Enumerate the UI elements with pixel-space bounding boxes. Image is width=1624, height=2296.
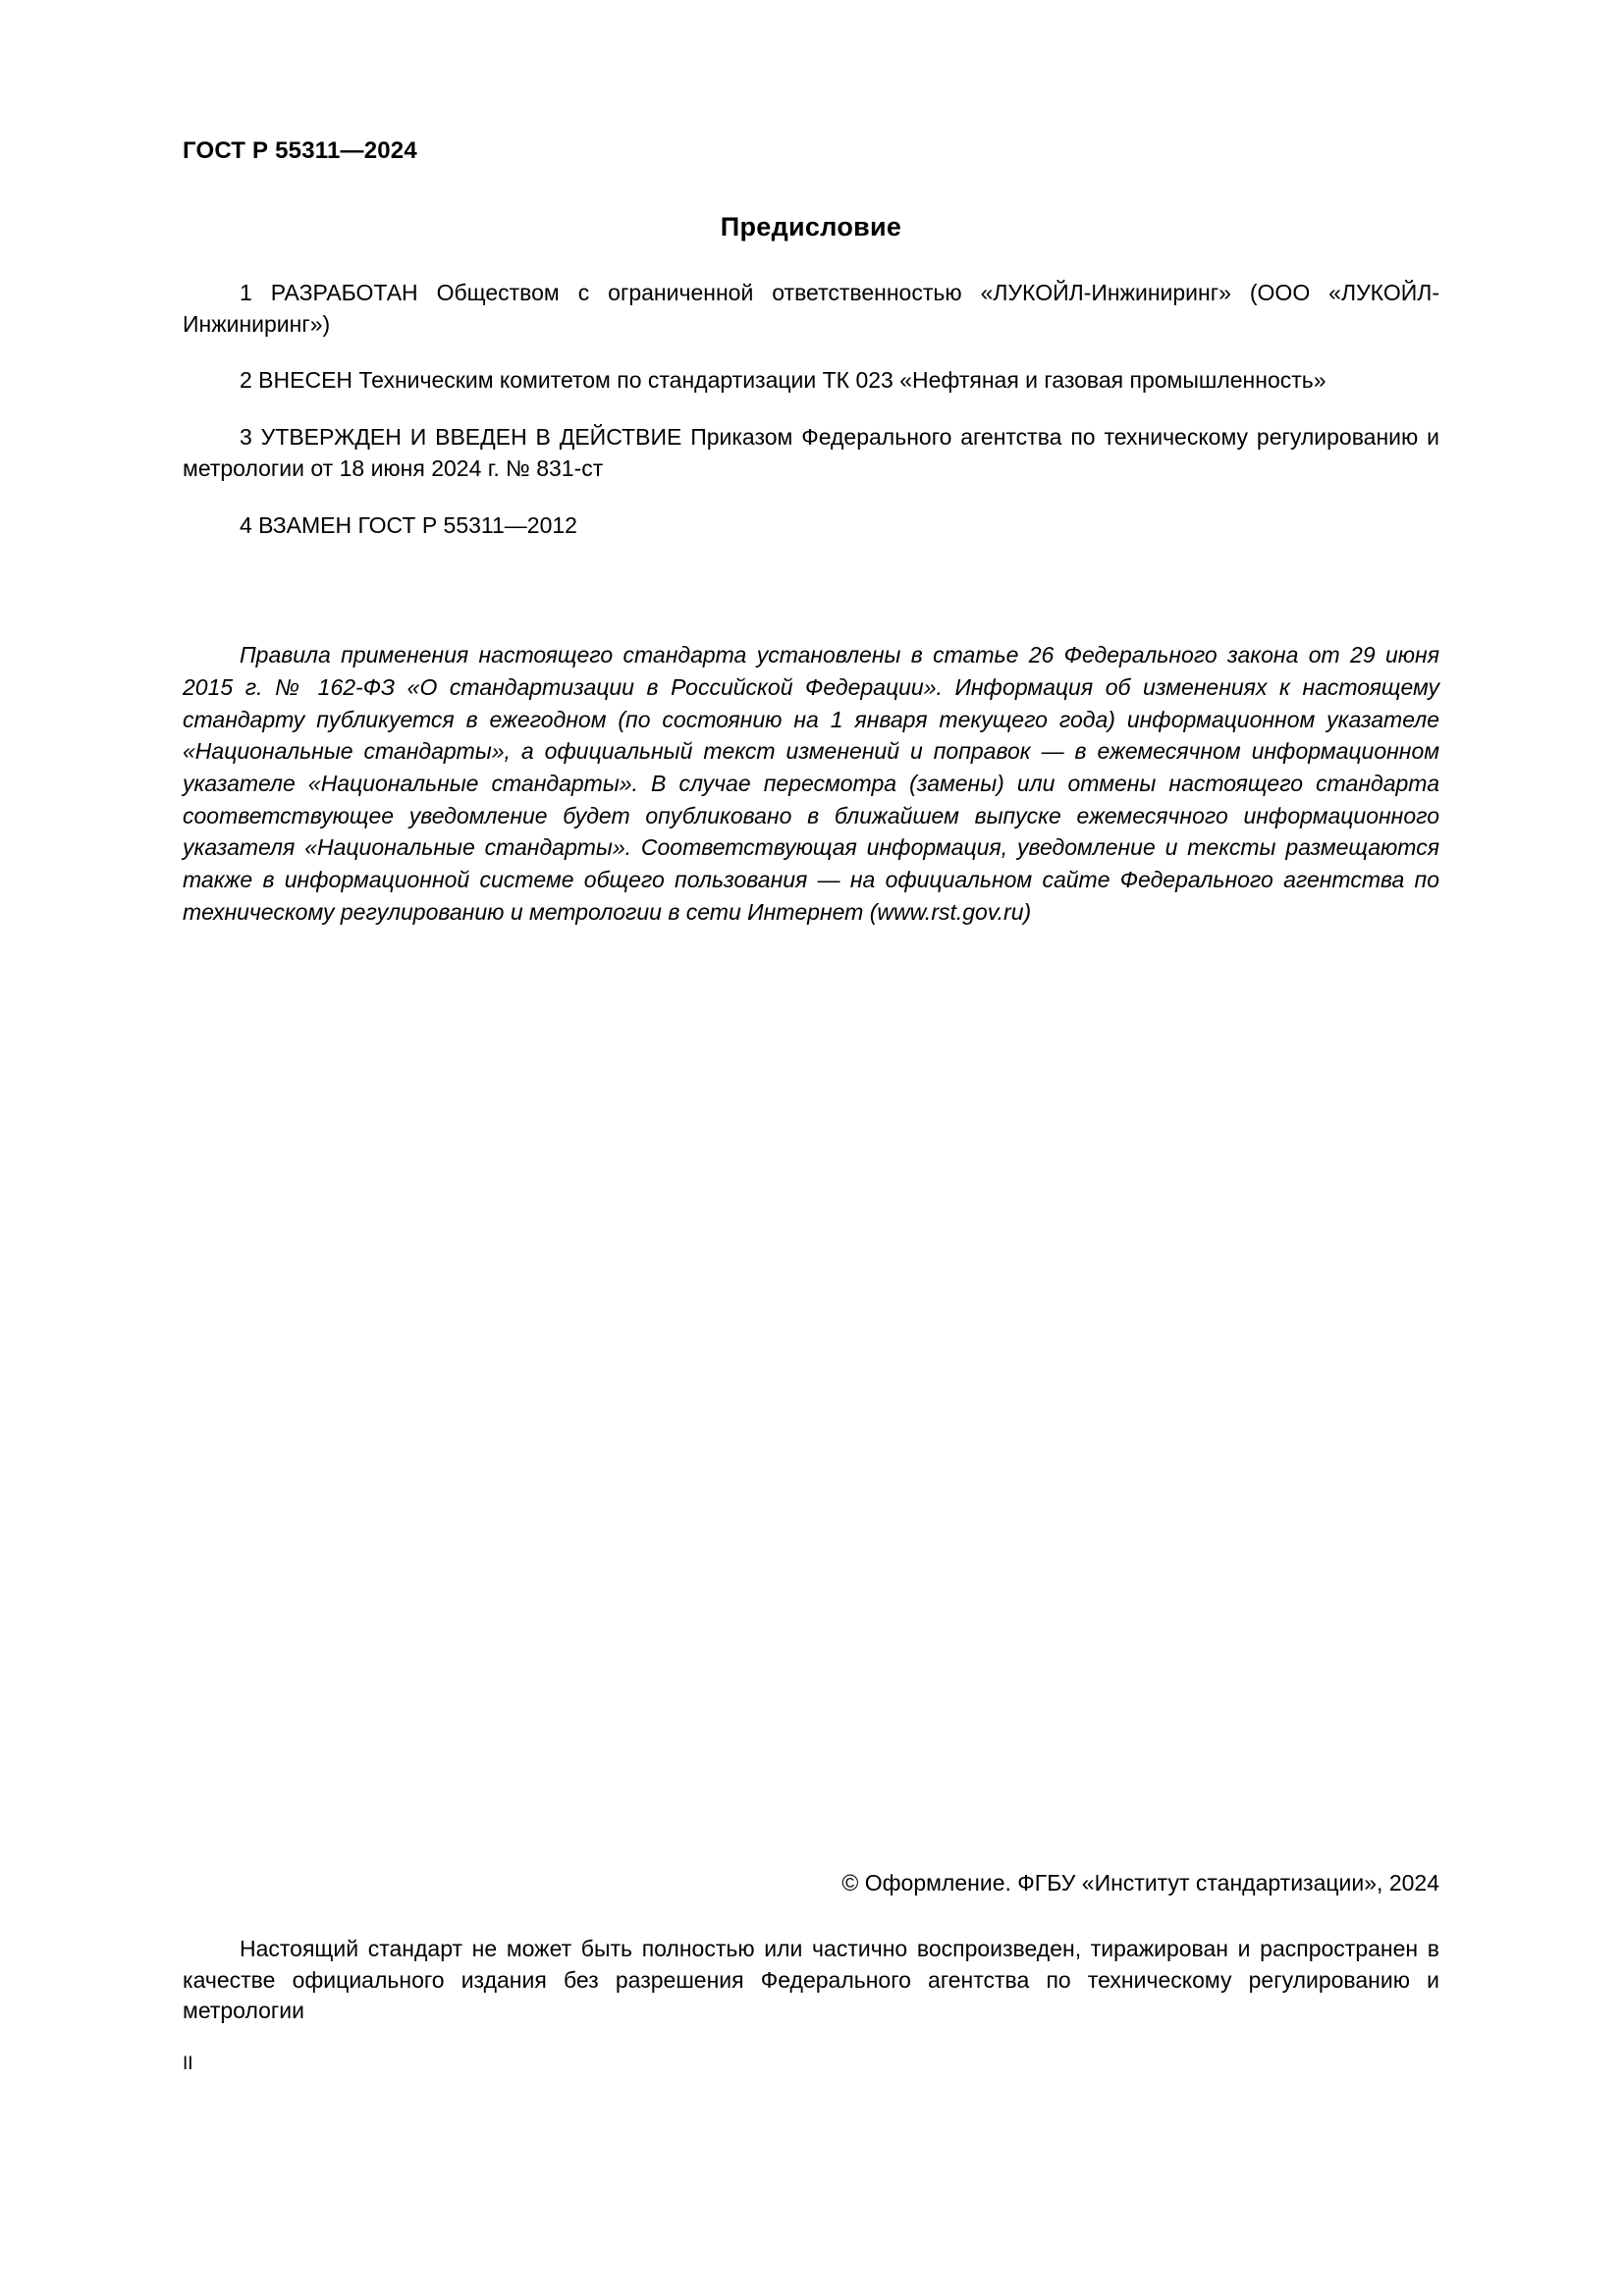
clause-item: 3 УТВЕРЖДЕН И ВВЕДЕН В ДЕЙСТВИЕ Приказом Федерального агентства по техническому регулированию и метрологии от 18 июня 2024 г. № 831-ст — [183, 424, 1439, 481]
page-title: Предисловие — [720, 212, 902, 241]
reproduction-notice: Настоящий стандарт не может быть полностью или частично воспроизведен, тиражирован и распространен в качестве официального издания без разрешения Федерального агентства по техническому регулированию и метрологии — [183, 1936, 1439, 2024]
page-number: II — [183, 2054, 193, 2074]
application-rules-note: Правила применения настоящего стандарта установлены в статье 26 Федерального закона от 29 июня 2015 г. № 162-ФЗ «О стандартизации в Российской Федерации». Информация об изменениях к настоящему стандарту публикуется в ежегодном (по состоянию на 1 января текущего года) информационном указателе «Национальные стандарты», а официальный текст изменений и поправок — в ежемесячном информационном указателе «Национальные стандарты». В случае пересмотра (замены) или отмены настоящего стандарта соответствующее уведомление будет опубликовано в ближайшем выпуске ежемесячного информационного указателя «Национальные стандарты». Соответствующая информация, уведомление и тексты размещаются также в информационной системе общего пользования — на официальном сайте Федерального агентства по техническому регулированию и метрологии в сети Интернет (www.rst.gov.ru) — [183, 642, 1439, 925]
page-content — [183, 137, 1439, 950]
clause-item: 2 ВНЕСЕН Техническим комитетом по стандартизации ТК 023 «Нефтяная и газовая промышленность» — [240, 367, 1326, 394]
standard-code-header: ГОСТ Р 55311—2024 — [183, 137, 417, 164]
copyright-line: © Оформление. ФГБУ «Институт стандартизации», 2024 — [841, 1870, 1439, 1896]
clause-item: 1 РАЗРАБОТАН Обществом с ограниченной ответственностью «ЛУКОЙЛ-Инжиниринг» (ООО «ЛУКОЙЛ-Инжиниринг») — [183, 280, 1439, 337]
clause-item: 4 ВЗАМЕН ГОСТ Р 55311—2012 — [240, 511, 577, 538]
